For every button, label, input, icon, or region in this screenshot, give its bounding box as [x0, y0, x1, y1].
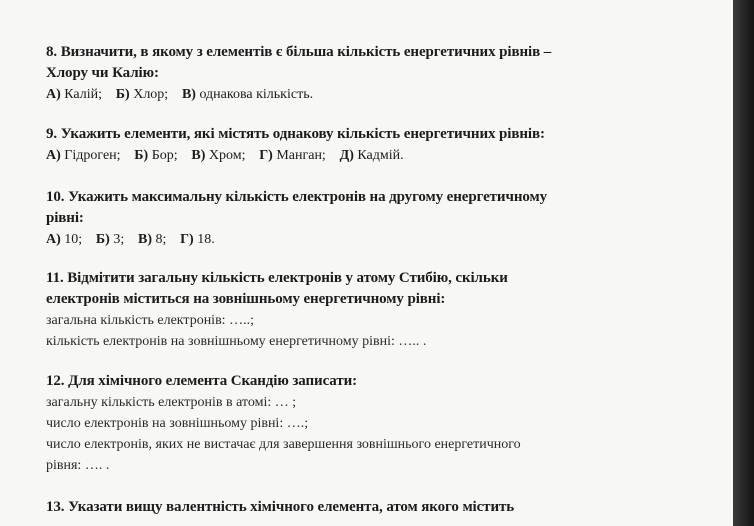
option-b: Б) 3;	[95, 232, 125, 247]
question-8	[46, 42, 686, 105]
question-12-answer-line-2: число електронів на зовнішньому рівні: ….;	[46, 416, 309, 431]
option-d: Д) Кадмій.	[339, 148, 404, 163]
question-8-title-line-2: Хлору чи Калію:	[46, 65, 159, 81]
question-11	[46, 268, 686, 352]
question-10-title-line-2: рівні:	[46, 210, 84, 226]
question-12-title-line-1: 12. Для хімічного елемента Скандію записати:	[46, 373, 358, 389]
option-g: Г) Манган;	[259, 148, 326, 163]
option-v: В) однакова кількість.	[181, 87, 314, 102]
page-edge-shadow	[733, 0, 754, 526]
question-12-answer-line-4: рівня: …. .	[46, 458, 110, 473]
question-8-options	[46, 84, 686, 105]
option-v: В) 8;	[137, 232, 167, 247]
question-11-answer-line-1: загальна кількість електронів: …..;	[46, 313, 254, 328]
question-13-title-line-1: 13. Указати вищу валентність хімічного елемента, атом якого містить	[46, 499, 515, 515]
question-10-title-line-1: 10. Укажить максимальну кількість електронів на другому енергетичному	[46, 189, 547, 205]
question-12-answer-line-1: загальну кількість електронів в атомі: … ;	[46, 395, 297, 410]
option-g: Г) 18.	[180, 232, 215, 247]
question-13	[46, 497, 686, 518]
question-10-options	[46, 229, 686, 250]
question-11-answer-line-2: кількість електронів на зовнішньому енергетичному рівні: ….. .	[46, 334, 427, 349]
question-8-title-line-1: 8. Визначити, в якому з елементів є більша кількість енергетичних рівнів –	[46, 44, 552, 60]
option-v: В) Хром;	[191, 148, 246, 163]
question-11-title-line-1: 11. Відмітити загальну кількість електронів у атому Стибію, скільки	[46, 270, 508, 286]
option-b: Б) Хлор;	[115, 87, 169, 102]
question-10	[46, 187, 686, 250]
question-9-title-line-1: 9. Укажить елементи, які містять однакову кількість енергетичних рівнів:	[46, 126, 545, 142]
question-9	[46, 124, 686, 166]
option-a: А) Гідроген;	[46, 148, 121, 163]
option-a: А) Калій;	[46, 87, 103, 102]
option-b: Б) Бор;	[134, 148, 178, 163]
option-a: А) 10;	[46, 232, 83, 247]
question-9-options	[46, 145, 686, 166]
question-12	[46, 371, 686, 476]
question-11-title-line-2: електронів міститься на зовнішньому енергетичному рівні:	[46, 291, 446, 307]
question-12-answer-line-3: число електронів, яких не вистачає для завершення зовнішнього енергетичного	[46, 437, 521, 452]
